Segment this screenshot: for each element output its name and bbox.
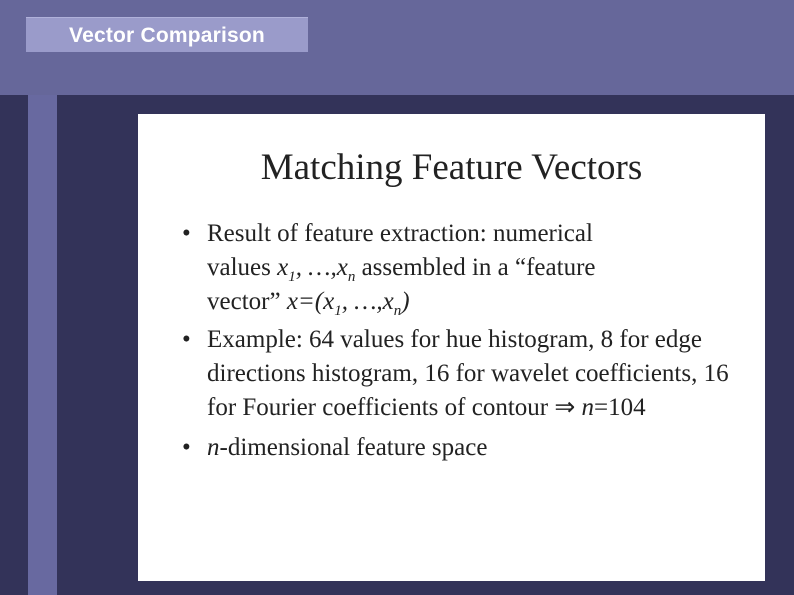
header-bar <box>0 0 794 95</box>
bullet-dot: • <box>182 434 191 461</box>
bullet-text: Result of feature extraction: numerical <box>207 220 593 247</box>
eq-mid: , …,x <box>341 288 394 315</box>
subscript: 1 <box>288 269 296 285</box>
math-variable <box>277 254 356 285</box>
page-title: Vector Comparison <box>69 24 265 47</box>
title-tab <box>26 17 308 52</box>
var-x: x <box>336 254 348 281</box>
bullet-text: vector” <box>207 288 281 315</box>
bullet-dot: • <box>182 326 191 353</box>
bullet-dot: • <box>182 220 191 247</box>
math-variable: n <box>581 394 595 421</box>
bullet-text: assembled in a “feature <box>361 254 596 281</box>
subscript: n <box>393 303 402 319</box>
subscript: 1 <box>334 303 342 319</box>
slide-image <box>138 114 765 581</box>
var-x: x <box>277 254 289 281</box>
bullet-text: -dimensional feature space <box>219 434 488 461</box>
n-value: =104 <box>594 394 646 421</box>
slide-title: Matching Feature Vectors <box>260 147 643 188</box>
math-equation <box>286 288 410 319</box>
bullet-item <box>182 431 752 465</box>
math-variable: n <box>207 434 220 461</box>
bullet-text: values <box>207 254 271 281</box>
eq-left: x=(x <box>286 288 335 315</box>
left-accent-bar <box>28 95 57 595</box>
ellipsis: , …, <box>295 254 337 281</box>
bullet-item <box>182 323 752 425</box>
implies-arrow-icon: ⇒ <box>554 394 576 421</box>
bullet-list <box>182 217 752 465</box>
bullet-text: Example: 64 values for hue histogram, 8 for edge directions histogram, 16 for wavelet coefficients, 16 for Fourier coefficients of contour <box>207 326 729 421</box>
eq-close: ) <box>401 288 410 315</box>
subscript: n <box>347 269 356 285</box>
bullet-item <box>182 217 752 319</box>
